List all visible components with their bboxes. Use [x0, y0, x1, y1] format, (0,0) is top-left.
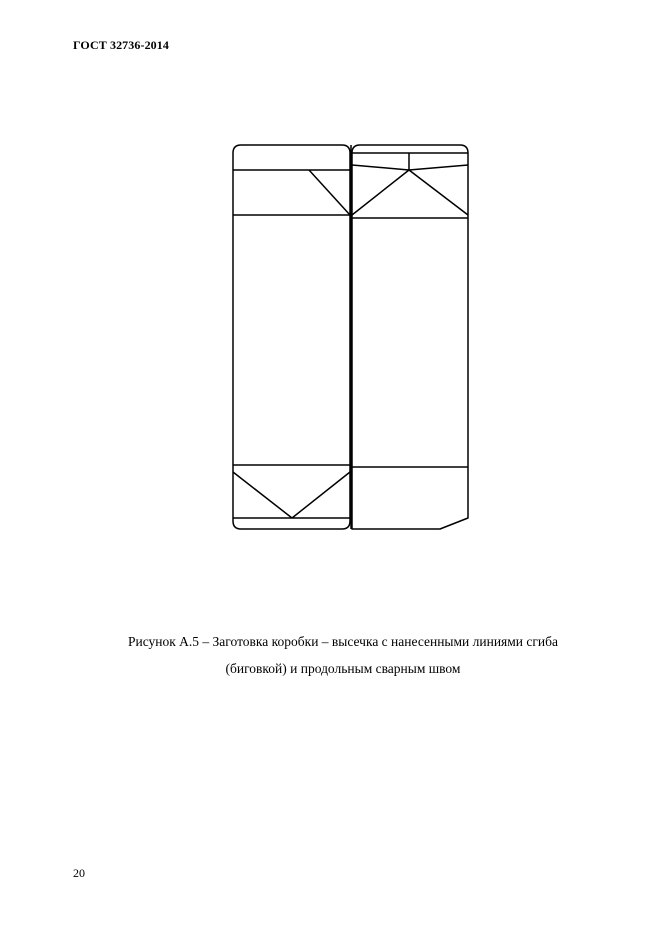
page-number: 20 — [73, 866, 85, 880]
document-header: ГОСТ 32736-2014 — [73, 38, 169, 52]
left-panel-outline — [233, 145, 350, 529]
left-bottom-diagonal-right — [292, 472, 350, 518]
right-top-diagonal-right — [409, 170, 468, 215]
right-top-crease-line-2 — [409, 165, 468, 170]
figure-caption — [70, 628, 616, 682]
right-top-diagonal-left — [352, 170, 409, 215]
left-bottom-diagonal-left — [233, 472, 292, 518]
caption-line-2: (биговкой) и продольным сварным швом — [225, 661, 461, 676]
caption-line-1: Рисунок А.5 – Заготовка коробки – высечка с нанесенными линиями сгиба — [127, 634, 559, 649]
left-top-diagonal — [309, 170, 350, 215]
right-top-crease-line — [352, 165, 409, 170]
